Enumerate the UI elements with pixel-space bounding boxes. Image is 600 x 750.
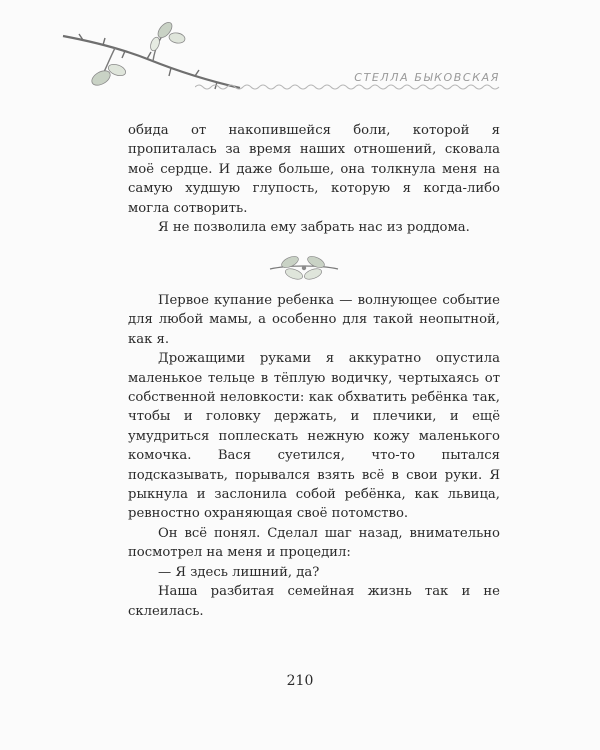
- text-block-1: [128, 121, 500, 237]
- leaf-divider-ornament: [268, 253, 340, 281]
- paragraph: Наша разбитая семейная жизнь так и не склеилась.: [128, 584, 500, 619]
- paragraph: Первое купание ребенка — волнующее событие для любой мамы, а особенно для такой неопытной, как я.: [128, 293, 500, 347]
- paragraph: Он всё понял. Сделал шаг назад, внимательно посмотрел на меня и процедил:: [128, 525, 500, 561]
- wavy-rule-divider: [195, 82, 503, 92]
- dialogue-line: — Я здесь лишний, да?: [158, 564, 320, 580]
- paragraph: обида от накопившейся боли, которой я пропиталась за время наших отношений, сковала моё сердце. И даже больше, она толкнула меня на самую худшую глупость, которую я когда-либо могла сотворить.: [128, 123, 500, 216]
- text-block-2: [128, 291, 500, 621]
- paragraph: Дрожащими руками я аккуратно опустила маленькое тельце в тёплую водичку, чертыхаясь от собственной неловкости: как обхватить ребёнка так, чтобы и головку держать, и плечики, и ещё умудриться поплескать нежную кожу маленького комочка. Вася суетился, что-то пытался подсказывать, порывался взять всё в свои руки. Я рыкнула и заслонила собой ребёнка, как львица, ревностно охраняющая своё потомство.: [128, 351, 500, 522]
- page-number: 210: [286, 673, 314, 689]
- paragraph: Я не позволила ему забрать нас из роддома.: [158, 220, 470, 236]
- running-head-author: СТЕЛЛА БЫКОВСКАЯ: [354, 71, 500, 84]
